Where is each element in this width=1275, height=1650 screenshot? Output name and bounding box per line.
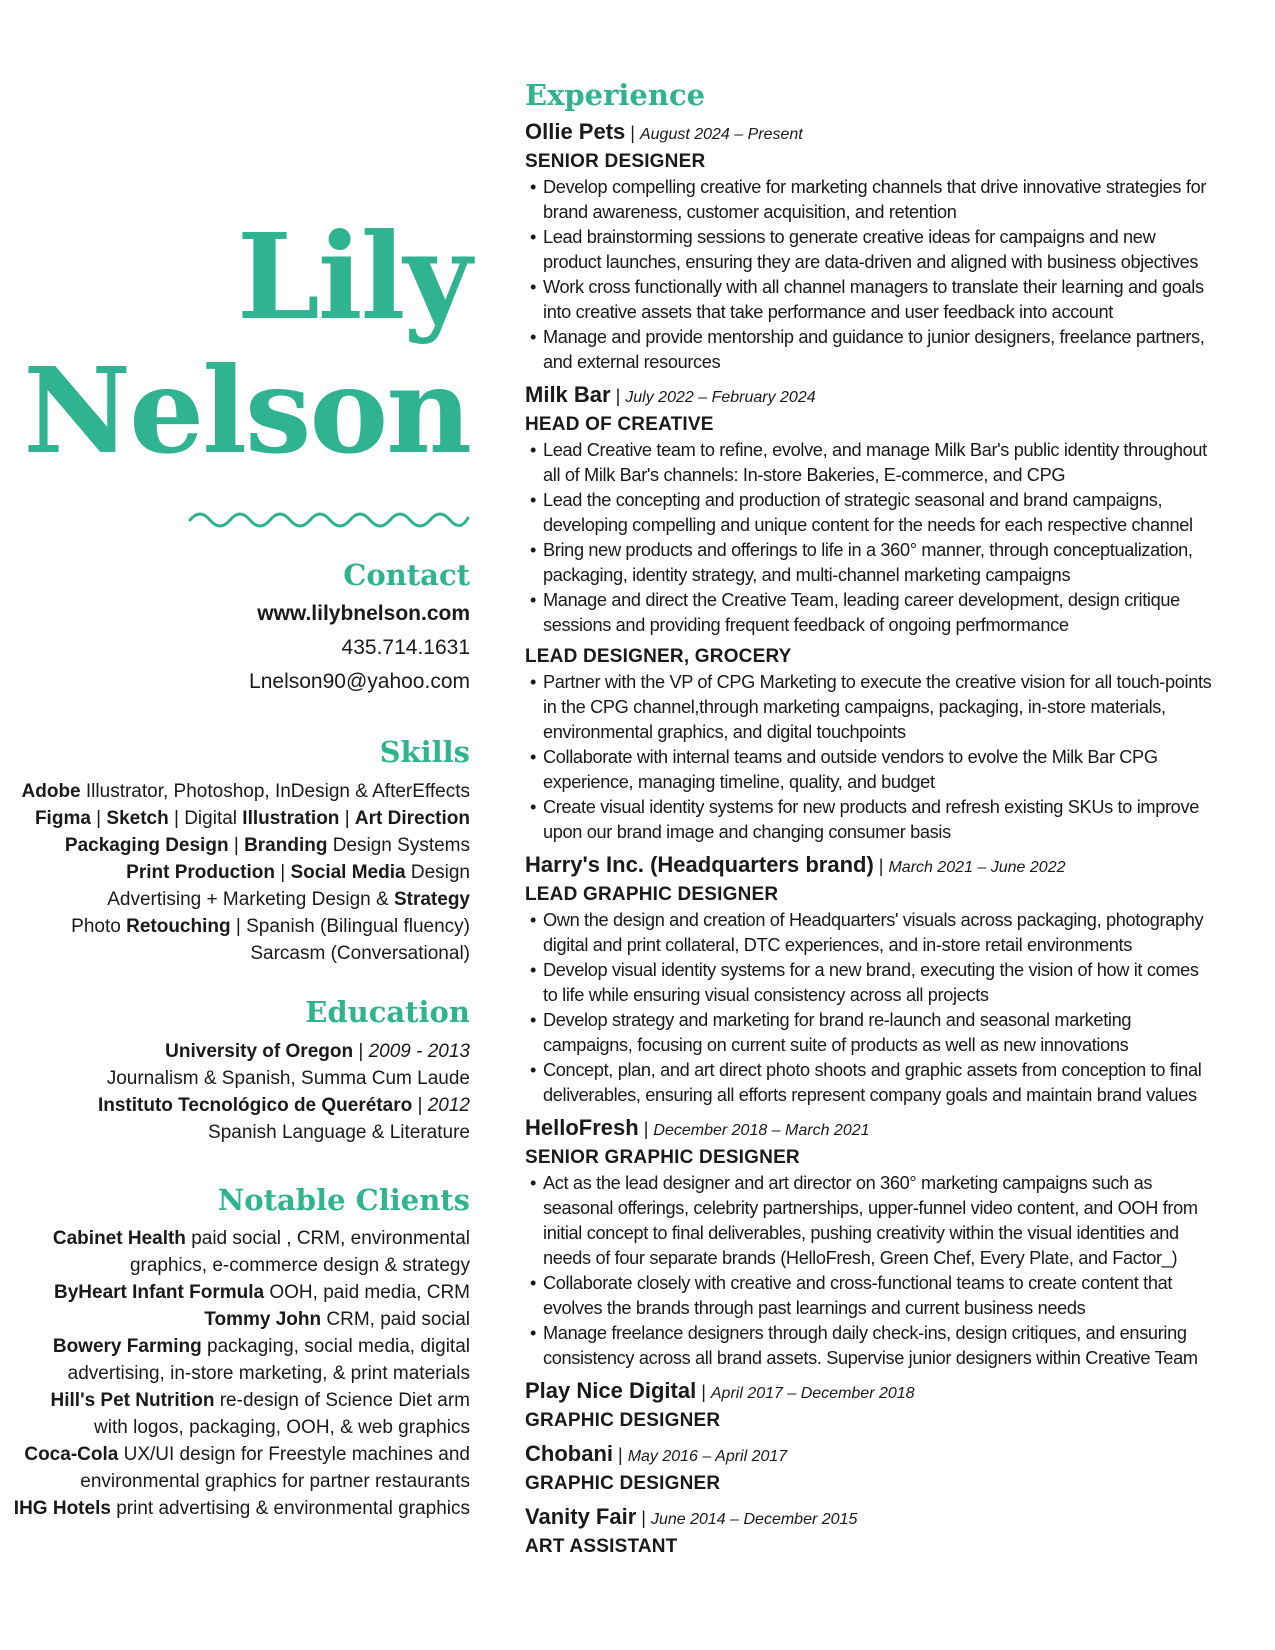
responsibility-item: • Create visual identity systems for new products and refresh existing SKUs to improve upon our brand image and changing consumer basis xyxy=(525,795,1215,845)
role-title: ART ASSISTANT xyxy=(525,1536,678,1557)
client-line-segment: UX/UI design for Freestyle machines and xyxy=(118,1444,470,1465)
responsibility-item: • Own the design and creation of Headquarters' visuals across packaging, photography digital and print collateral, DTC experiences, and in-store retail environments xyxy=(525,908,1215,958)
responsibility-item: • Collaborate closely with creative and cross-functional teams to create content that evolves the brands through past learnings and current business needs xyxy=(525,1271,1215,1321)
client-line-segment: re-design of Science Diet arm xyxy=(214,1390,470,1411)
client-line xyxy=(14,1387,470,1414)
job-entry xyxy=(525,1440,1215,1497)
responsibility-item: • Develop strategy and marketing for brand re-launch and seasonal marketing campaigns, focusing on current suite of products as well as new innovations xyxy=(525,1008,1215,1058)
responsibility-item: • Partner with the VP of CPG Marketing to execute the creative vision for all touch-points in the CPG channel,through marketing campaigns, packaging, in-store materials, environmental graphics, and digital touchpoints xyxy=(525,670,1215,745)
role-title: HEAD OF CREATIVE xyxy=(525,414,714,435)
client-line xyxy=(14,1252,470,1279)
company-name: Play Nice Digital xyxy=(525,1378,697,1403)
education-line-segment: University of Oregon xyxy=(165,1041,354,1062)
responsibility-item: • Concept, plan, and art direct photo shoots and graphic assets from conception to final deliverables, ensuring all efforts represent company goals and maintain brand values xyxy=(525,1058,1215,1108)
client-line xyxy=(14,1468,470,1495)
skill-line-segment: Branding xyxy=(244,835,328,856)
job-header xyxy=(525,1503,1215,1534)
education-line-segment: Journalism & Spanish, Summa Cum Laude xyxy=(106,1068,470,1089)
skill-line-segment: | Digital xyxy=(168,808,243,829)
education-title: Education xyxy=(305,995,470,1029)
client-line xyxy=(14,1225,470,1252)
education-line-segment: | xyxy=(412,1095,428,1116)
skill-line-segment: Strategy xyxy=(393,889,470,910)
responsibility-item: • Act as the lead designer and art director on 360° marketing campaigns such as seasonal offerings, celebrity partnerships, upper-funnel video content, and OOH from initial concept to final deliverables, pushing creativity within the visual identities and needs of four separate brands (HelloFresh, Green Chef, Every Plate, and Factor_) xyxy=(525,1171,1215,1271)
skills-list xyxy=(22,778,470,967)
role-title: GRAPHIC DESIGNER xyxy=(525,1410,721,1431)
education-line-segment: 2009 - 2013 xyxy=(368,1041,470,1062)
notable-clients-title: Notable Clients xyxy=(217,1183,470,1217)
responsibility-item: • Manage and provide mentorship and guidance to junior designers, freelance partners, and external resources xyxy=(525,325,1215,375)
responsibility-item: • Collaborate with internal teams and outside vendors to evolve the Milk Bar CPG experience, managing timeline, quality, and budget xyxy=(525,745,1215,795)
client-line xyxy=(14,1441,470,1468)
responsibility-item: • Bring new products and offerings to life in a 360° manner, through conceptualization, packaging, identity strategy, and multi-channel marketing campaigns xyxy=(525,538,1215,588)
client-line-segment: print advertising & environmental graphics xyxy=(110,1498,470,1519)
clients-list xyxy=(14,1225,470,1522)
role-title: LEAD GRAPHIC DESIGNER xyxy=(525,884,779,905)
separator: | xyxy=(625,123,640,143)
job-dates: July 2022 – February 2024 xyxy=(625,389,816,406)
skill-line-segment: | xyxy=(228,835,245,856)
client-line-segment: Cabinet Health xyxy=(52,1228,186,1249)
skill-line-segment: Design xyxy=(405,862,470,883)
role-title: SENIOR DESIGNER xyxy=(525,151,706,172)
skill-line-segment: Advertising + Marketing Design & xyxy=(107,889,394,910)
job-entry xyxy=(525,381,1215,845)
company-name: Milk Bar xyxy=(525,382,611,407)
first-name: Lily xyxy=(236,207,470,346)
skill-line-segment: Figma xyxy=(34,808,91,829)
client-line-segment: OOH, paid media, CRM xyxy=(264,1282,470,1303)
client-line-segment: graphics, e-commerce design & strategy xyxy=(129,1255,470,1276)
education-line xyxy=(98,1065,470,1092)
company-name: Ollie Pets xyxy=(525,119,626,144)
responsibility-list xyxy=(525,1171,1215,1371)
skill-line-segment: Retouching xyxy=(126,916,231,937)
skill-line xyxy=(22,832,470,859)
responsibility-item: • Lead the concepting and production of strategic seasonal and brand campaigns, developing compelling and unique content for the needs for each respective channel xyxy=(525,488,1215,538)
skill-line-segment: Illustrator, Photoshop, InDesign & AfterEffects xyxy=(80,781,470,802)
responsibility-item: • Lead Creative team to refine, evolve, and manage Milk Bar's public identity throughout all of Milk Bar's channels: In-store Bakeries, E-commerce, and CPG xyxy=(525,438,1215,488)
client-line-segment: ByHeart Infant Formula xyxy=(54,1282,265,1303)
education-line-segment: | xyxy=(353,1041,369,1062)
education-line xyxy=(98,1119,470,1146)
job-header xyxy=(525,851,1215,882)
job-header xyxy=(525,1377,1215,1408)
skill-line-segment: | Spanish (Bilingual fluency) xyxy=(230,916,470,937)
skill-line-segment: | xyxy=(274,862,291,883)
skills-title: Skills xyxy=(379,735,470,769)
phone-number: 435.714.1631 xyxy=(341,636,470,659)
responsibility-item: • Develop visual identity systems for a new brand, executing the vision of how it comes to life while ensuring visual consistency across all projects xyxy=(525,958,1215,1008)
job-dates: June 2014 – December 2015 xyxy=(650,1511,858,1528)
skill-line-segment: Social Media xyxy=(290,862,406,883)
job-dates: April 2017 – December 2018 xyxy=(710,1385,915,1402)
skill-line-segment: | xyxy=(90,808,107,829)
responsibility-item: • Manage and direct the Creative Team, leading career development, design critique sessions and providing frequent feedback of ongoing perfmormance xyxy=(525,588,1215,638)
client-line-segment: environmental graphics for partner restaurants xyxy=(80,1471,470,1492)
client-line-segment: IHG Hotels xyxy=(13,1498,111,1519)
client-line xyxy=(14,1495,470,1522)
education-line-segment: 2012 xyxy=(427,1095,470,1116)
responsibility-item: • Develop compelling creative for marketing channels that drive innovative strategies for brand awareness, customer acquisition, and retention xyxy=(525,175,1215,225)
responsibility-list xyxy=(525,908,1215,1108)
skill-line-segment: Packaging Design xyxy=(64,835,229,856)
responsibility-list xyxy=(525,175,1215,375)
separator: | xyxy=(696,1382,711,1402)
responsibility-item: • Work cross functionally with all channel managers to translate their learning and goals into creative assets that take performance and user feedback into account xyxy=(525,275,1215,325)
company-name: Chobani xyxy=(525,1441,613,1466)
job-entry xyxy=(525,851,1215,1108)
job-entry xyxy=(525,1377,1215,1434)
separator: | xyxy=(638,1119,654,1139)
education-line xyxy=(98,1038,470,1065)
education-line-segment: Instituto Tecnológico de Querétaro xyxy=(97,1095,413,1116)
experience-column xyxy=(525,78,1215,1560)
client-line xyxy=(14,1414,470,1441)
skill-line xyxy=(22,805,470,832)
company-name: Harry's Inc. (Headquarters brand) xyxy=(525,852,874,877)
client-line-segment: Tommy John xyxy=(204,1309,322,1330)
client-line-segment: Hill's Pet Nutrition xyxy=(50,1390,215,1411)
job-header xyxy=(525,1440,1215,1471)
separator: | xyxy=(873,856,889,876)
client-line-segment: with logos, packaging, OOH, & web graphics xyxy=(94,1417,470,1438)
job-dates: March 2021 – June 2022 xyxy=(888,859,1066,876)
role-title: GRAPHIC DESIGNER xyxy=(525,1473,721,1494)
skill-line-segment: Sketch xyxy=(106,808,169,829)
role-title: SENIOR GRAPHIC DESIGNER xyxy=(525,1147,800,1168)
skill-line-segment: Sarcasm (Conversational) xyxy=(250,943,470,964)
responsibility-item: • Lead brainstorming sessions to generate creative ideas for campaigns and new product launches, ensuring they are data-driven and aligned with business objectives xyxy=(525,225,1215,275)
job-dates: May 2016 – April 2017 xyxy=(627,1448,788,1465)
client-line xyxy=(14,1306,470,1333)
job-dates: December 2018 – March 2021 xyxy=(653,1122,870,1139)
left-column xyxy=(0,0,470,1650)
skill-line-segment: Art Direction xyxy=(354,808,470,829)
last-name: Nelson xyxy=(23,341,470,480)
client-line-segment: CRM, paid social xyxy=(321,1309,470,1330)
skill-line xyxy=(22,940,470,967)
company-name: Vanity Fair xyxy=(525,1504,637,1529)
client-line-segment: advertising, in-store marketing, & print materials xyxy=(67,1363,470,1384)
education-list xyxy=(98,1038,470,1146)
responsibility-item: • Manage freelance designers through daily check-ins, design critiques, and ensuring consistency across all brand assets. Supervise junior designers within Creative Team xyxy=(525,1321,1215,1371)
job-entry xyxy=(525,118,1215,375)
responsibility-list xyxy=(525,670,1215,845)
role-title: LEAD DESIGNER, GROCERY xyxy=(525,646,792,667)
client-line-segment: Bowery Farming xyxy=(52,1336,202,1357)
job-entry xyxy=(525,1503,1215,1560)
wave-divider xyxy=(188,506,470,530)
skill-line xyxy=(22,913,470,940)
company-name: HelloFresh xyxy=(525,1115,639,1140)
skill-line-segment: Adobe xyxy=(21,781,81,802)
skill-line-segment: Photo xyxy=(71,916,127,937)
contact-title: Contact xyxy=(343,558,470,592)
job-entry xyxy=(525,1114,1215,1371)
client-line-segment: paid social , CRM, environmental xyxy=(185,1228,470,1249)
job-header xyxy=(525,1114,1215,1145)
separator: | xyxy=(613,1445,628,1465)
skill-line xyxy=(22,886,470,913)
job-dates: August 2024 – Present xyxy=(639,126,803,143)
job-header xyxy=(525,118,1215,149)
client-line xyxy=(14,1333,470,1360)
education-line xyxy=(98,1092,470,1119)
jobs-list xyxy=(525,118,1215,1560)
separator: | xyxy=(636,1508,651,1528)
website-link[interactable]: www.lilybnelson.com xyxy=(257,602,470,625)
job-header xyxy=(525,381,1215,412)
skill-line xyxy=(22,778,470,805)
skill-line-segment: Illustration xyxy=(242,808,340,829)
email-address[interactable]: Lnelson90@yahoo.com xyxy=(249,670,470,693)
skill-line-segment: | xyxy=(339,808,355,829)
experience-title: Experience xyxy=(525,78,706,112)
responsibility-list xyxy=(525,438,1215,638)
client-line-segment: packaging, social media, digital xyxy=(201,1336,470,1357)
client-line-segment: Coca-Cola xyxy=(24,1444,119,1465)
client-line xyxy=(14,1360,470,1387)
skill-line xyxy=(22,859,470,886)
client-line xyxy=(14,1279,470,1306)
education-line-segment: Spanish Language & Literature xyxy=(208,1122,470,1143)
separator: | xyxy=(610,386,626,406)
skill-line-segment: Print Production xyxy=(126,862,275,883)
skill-line-segment: Design Systems xyxy=(327,835,470,856)
